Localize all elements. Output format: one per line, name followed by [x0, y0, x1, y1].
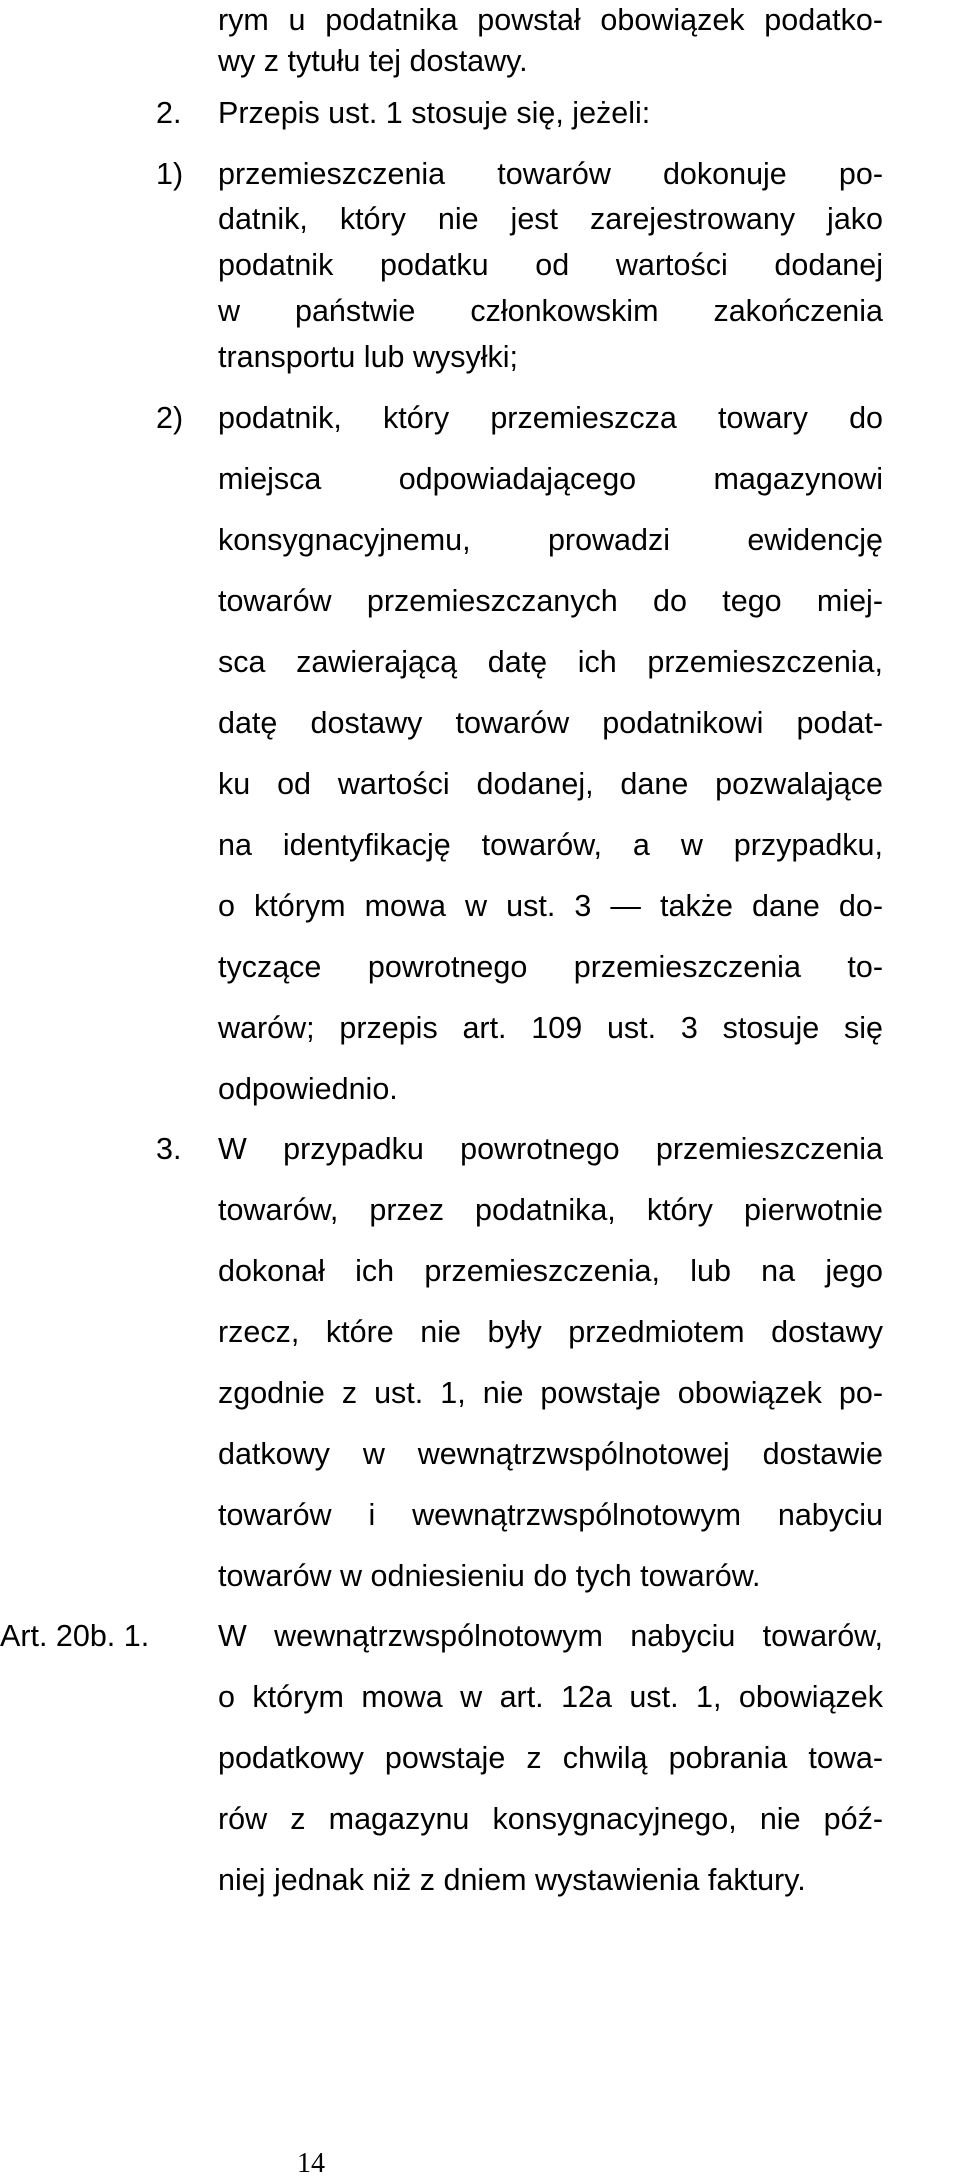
text-line: o którym mowa w art. 12a ust. 1, obowiązek	[218, 1680, 883, 1714]
text-line: towarów w odniesieniu do tych towarów.	[218, 1559, 761, 1593]
text-line: towarów przemieszczanych do tego miej-	[218, 584, 883, 618]
paragraph-lead: Przepis ust. 1 stosuje się, jeżeli:	[218, 96, 651, 130]
text-line: W przypadku powrotnego przemieszczenia	[218, 1132, 883, 1166]
page-number: 14	[297, 2148, 325, 2179]
text-line: datkowy w wewnątrzwspólnotowej dostawie	[218, 1437, 883, 1471]
text-line: rym u podatnika powstał obowiązek podatko-	[218, 3, 883, 37]
text-line: niej jednak niż z dniem wystawienia faktury.	[218, 1863, 806, 1897]
text-line: w państwie członkowskim zakończenia	[218, 294, 883, 328]
text-line: sca zawierającą datę ich przemieszczenia,	[218, 645, 883, 679]
text-line: datę dostawy towarów podatnikowi podat-	[218, 706, 883, 740]
text-line: warów; przepis art. 109 ust. 3 stosuje się	[218, 1011, 883, 1045]
text-line: rzecz, które nie były przedmiotem dostawy	[218, 1315, 883, 1349]
article-label: Art. 20b. 1.	[0, 1619, 150, 1653]
item-number: 1)	[156, 157, 184, 191]
text-line: konsygnacyjnemu, prowadzi ewidencję	[218, 523, 883, 557]
text-line: ku od wartości dodanej, dane pozwalające	[218, 767, 883, 801]
text-line: transportu lub wysyłki;	[218, 340, 519, 374]
text-line: odpowiednio.	[218, 1072, 398, 1106]
text-line: zgodnie z ust. 1, nie powstaje obowiązek po-	[218, 1376, 883, 1410]
text-line: podatkowy powstaje z chwilą pobrania towa-	[218, 1741, 883, 1775]
text-line: rów z magazynu konsygnacyjnego, nie póź-	[218, 1802, 883, 1836]
text-line: dokonał ich przemieszczenia, lub na jego	[218, 1254, 883, 1288]
text-line: miejsca odpowiadającego magazynowi	[218, 462, 883, 496]
text-line: przemieszczenia towarów dokonuje po-	[218, 157, 883, 191]
text-line: na identyfikację towarów, a w przypadku,	[218, 828, 883, 862]
text-line: W wewnątrzwspólnotowym nabyciu towarów,	[218, 1619, 883, 1653]
text-line: tyczące powrotnego przemieszczenia to-	[218, 950, 883, 984]
text-line: towarów i wewnątrzwspólnotowym nabyciu	[218, 1498, 883, 1532]
text-line: podatnik, który przemieszcza towary do	[218, 401, 883, 435]
text-line: wy z tytułu tej dostawy.	[218, 44, 528, 78]
text-line: o którym mowa w ust. 3 — także dane do-	[218, 889, 883, 923]
item-number: 2)	[156, 401, 184, 435]
paragraph-number: 2.	[156, 96, 182, 130]
text-line: towarów, przez podatnika, który pierwotnie	[218, 1193, 883, 1227]
paragraph-number: 3.	[156, 1132, 182, 1166]
text-line: podatnik podatku od wartości dodanej	[218, 248, 883, 282]
text-line: datnik, który nie jest zarejestrowany jako	[218, 202, 883, 236]
